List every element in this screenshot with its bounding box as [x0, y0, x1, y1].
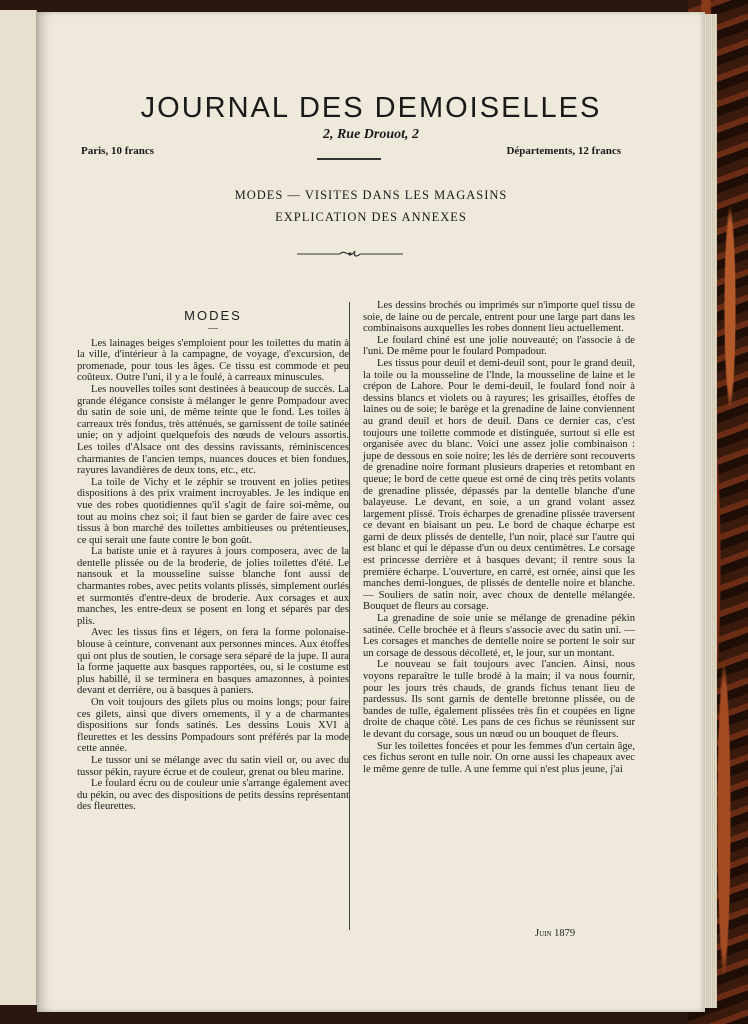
- masthead-rule: [317, 158, 381, 160]
- paragraph: Sur les toilettes foncées et pour les femmes d'un certain âge, ces fichus seront en tulle noir. On orne aussi les chapeaux avec le même genre de tulle. A une femme qui n'est plus jeune, j'ai: [363, 740, 635, 775]
- paragraph: La toile de Vichy et le zéphir se trouvent en jolies petites dispositions à des prix vraiment incroyables. Je les indique en vue des robes quotidiennes qu'il s'agit de faire soi-même, ou tout au moins chez soi; il faut bien se garder de faire avec ces tissus à bon marché des toilettes ambitieuses ou prétentieuses, ce qui serait une faute contre le bon goût.: [77, 476, 349, 546]
- paragraph: La batiste unie et à rayures à jours composera, avec de la dentelle plissée ou de la broderie, de jolies toilettes d'été. Le nansouk et la mousseline suisse blanche font aussi de charmantes robes, avec petits volants plissés, simplement ourlés et surmontés d'entre-deux de broderie. Aux corsages et aux manches, les entre-deux se posent en long et séparés par des plis.: [77, 546, 349, 627]
- section-dash: —: [208, 322, 218, 334]
- right-column: [363, 300, 635, 775]
- issue-date: Juin 1879: [535, 928, 576, 939]
- paragraph: Le tussor uni se mélange avec du satin vieil or, ou avec du tussor pékin, rayure écrue et de couleur, grenat ou bleu marine.: [77, 754, 349, 778]
- price-paris: Paris, 10 francs: [81, 145, 155, 157]
- paragraph: Les dessins brochés ou imprimés sur n'importe quel tissu de soie, de laine ou de percale, entrent pour une large part dans les combinaisons auxquelles les robes donnent lieu actuellement.: [363, 300, 635, 335]
- left-column: [77, 300, 349, 813]
- subheading-explication: EXPLICATION DES ANNEXES: [275, 210, 467, 224]
- paragraph: Les nouvelles toiles sont destinées à beaucoup de succès. La grande élégance consiste à mélanger le genre Pompadour avec du satin de soie uni, de même teinte que le fond. Les toiles à carreaux très fondus, très atténués, se garnissent de toile satinée unie; on y adjoint quelquefois des nœuds de velours assortis. Les toiles d'Alsace ont des dessins ravissants, réminiscences charmantes de l'ancien temps, nuances douces et bien fondues, rayures lavandières de deux tons, etc., etc.: [77, 383, 349, 477]
- journal-page: [37, 12, 705, 1012]
- page-stack-edge: [705, 14, 717, 1008]
- paragraph: Le foulard écru ou de couleur unie s'arrange également avec du pékin, ou avec des dispositions de petits dessins représentant des fleurettes.: [77, 778, 349, 813]
- journal-address: 2, Rue Drouot, 2: [322, 127, 420, 142]
- column-divider: [349, 302, 350, 930]
- paragraph: La grenadine de soie unie se mélange de grenadine pékin satinée. Celle brochée et à fleurs s'associe avec du satin uni. — Les corsages et manches de dentelle noire se portent le soir sur un corsage de dessous décolleté, et, le jour, sur un montant.: [363, 613, 635, 659]
- previous-page-edge: [0, 10, 37, 1005]
- paragraph: Les tissus pour deuil et demi-deuil sont, pour le grand deuil, la toile ou la mousseline de l'Inde, la mousseline de laine et le crépon de Lahore. Pour le demi-deuil, le foulard fond noir à dessins blancs et violets ou à rayures; les grisailles, étoffes de laines ou de soie; le barège et la grenadine de laine conviennent au grand deuil et hors de deuil. Dans ce dernier cas, c'est toujours une toilette commode et distinguée, surtout si elle est organisée avec du blanc. Voici une assez jolie combinaison : jupe de dessous en soie noire; les lés de derrière sont recouverts de grenadine noire formant plusieurs draperies et retombant en queue; le bord de cette queue est orné de cinq très petits volants de grenadine plissée, dépassés par la dentelle blanche d'une balayeuse. Le devant, en soie, a un grand volant assez largement plissé. Trois écharpes de grenadine plissée traversent ce devant en biaisant un peu. Le bord de chaque écharpe est garni de deux plissés de dentelle, l'un noir, placé sur l'autre qui est blanc et qui le dépasse d'un ou deux centimètres. Le corsage est princesse derrière et à basques devant; il rentre sous la première écharpe. L'ouverture, en carré, est ornée, ainsi que les manches demi-longues, de plissés de dentelle noire et blanche. — Souliers de satin noir, avec choux de dentelle mélangée. Bouquet de fleurs au corsage.: [363, 357, 635, 613]
- subheading-modes-visites: MODES — VISITES DANS LES MAGASINS: [234, 188, 508, 202]
- paragraph: Avec les tissus fins et légers, on fera la forme polonaise-blouse à ceinture, convenant aux personnes minces. Aux étoffes qui ont plus de soutien, le corsage sera séparé de la jupe. Il aura la forme jaquette aux basques rapportées, ou, si le costume est plus habillé, il se terminera en basques amazonnes, à pointes devant et derrière, ou à basques à paniers.: [77, 627, 349, 697]
- paragraph: Le nouveau se fait toujours avec l'ancien. Ainsi, nous voyons reparaître le tulle brodé à la main; il va nous fournir, pour les jours très chauds, de grands fichus tenant lieu de pardessus. Ils sont garnis de dentelle bretonne plissée, ou de bandes de tulle, également plissées très fin et coupées en ligne droite de chaque côté. Les pans de ces fichus se réunissent sur le devant du corsage, sous un nœud ou un bouquet de fleurs.: [363, 659, 635, 740]
- paragraph: Les lainages beiges s'emploient pour les toilettes du matin à la ville, d'intérieur à la campagne, de voyage, d'excursion, de promenade, pour tous les âges. Ce tissu est commode et peu coûteux. Outre l'uni, il y a le foulé, à carreaux minuscules.: [77, 337, 349, 384]
- section-heading-modes: MODES: [184, 308, 242, 323]
- paragraph: Le foulard chiné est une jolie nouveauté; on l'associe à de l'uni. De même pour le foulard Pompadour.: [363, 334, 635, 358]
- paragraph: On voit toujours des gilets plus ou moins longs; pour faire ces gilets, ainsi que divers ornements, il y a de charmantes dispositions sur fonds satinés. Les dessins Louis XVI à fleurettes et les dessins Pompadours sont préférés par la mode cette année.: [77, 697, 349, 755]
- journal-title: JOURNAL DES DEMOISELLES: [140, 92, 602, 124]
- price-departements: Départements, 12 francs: [506, 145, 621, 157]
- ornament-divider: [295, 248, 405, 260]
